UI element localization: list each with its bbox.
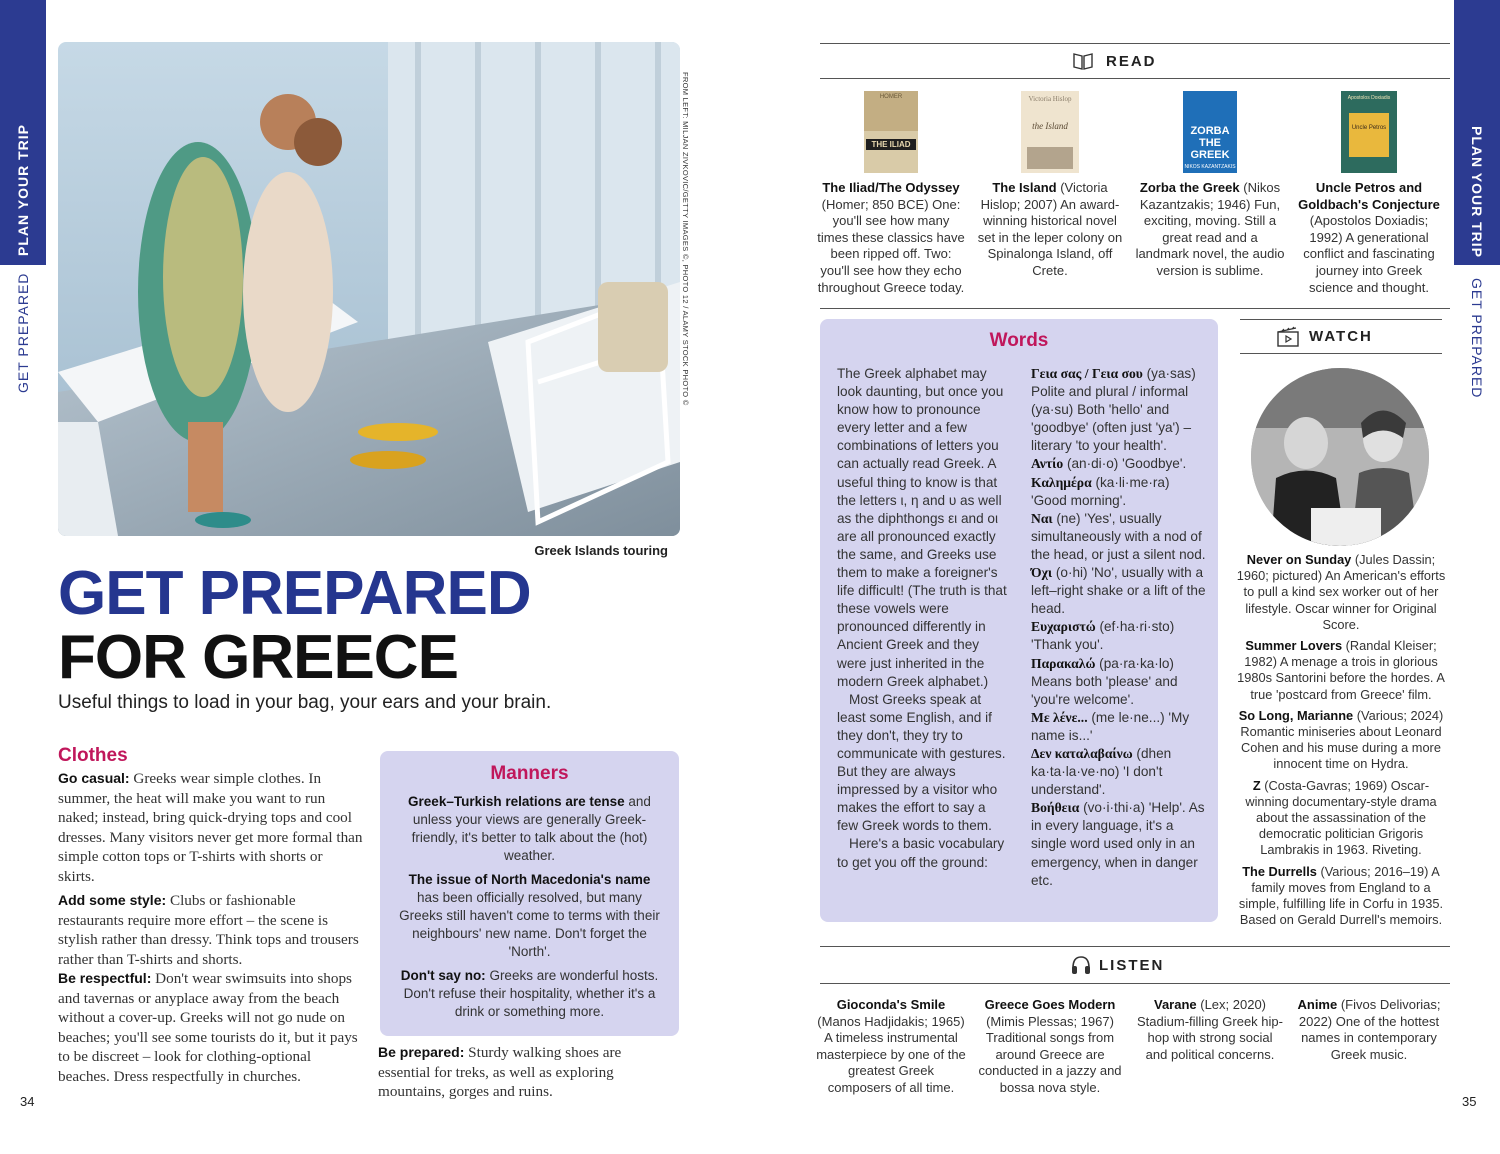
book-item <box>975 180 1125 280</box>
vocab-entry <box>1031 709 1206 745</box>
listen-text: (Lex; 2020) Stadium-filling Greek hip-hop with strong social and political concerns. <box>1137 997 1283 1062</box>
cover-text: THE ILIAD <box>866 139 916 150</box>
left-tab-label-bottom: GET PREPARED <box>15 272 31 393</box>
listen-text: (Fivos Delivorias; 2022) One of the hottest names in contemporary Greek music. <box>1298 997 1441 1062</box>
vocab-term: Γεια σας / Γεια σου <box>1031 366 1143 381</box>
listen-item <box>975 997 1125 1097</box>
vocab-term: Αντίο <box>1031 456 1064 472</box>
words-heading: Words <box>989 330 1049 351</box>
watch-text: (Various; 2016–19) A family moves from England to a simple, fulfilling life in Corfu in 1935. Based on Gerald Durrell's memoirs. <box>1238 863 1444 928</box>
manners-item <box>398 967 661 1021</box>
right-tab-label-bottom: GET PREPARED <box>1469 278 1485 399</box>
vocab-text: (ne) 'Yes', usually simultaneously with a nod of the head, or just a silent nod. <box>1031 510 1206 562</box>
cover-author: HOMER <box>879 94 903 100</box>
manners-item-label: Greek–Turkish relations are tense <box>408 794 625 809</box>
manners-item-label: The issue of North Macedonia's name <box>408 872 651 887</box>
vocab-term: Ναι <box>1031 510 1053 526</box>
listen-title: Gioconda's Smile <box>836 997 946 1012</box>
book-text: (Victoria Hislop; 2007) An award-winning historical novel set in the leper colony on Spinalonga Island, off Crete. <box>977 180 1123 278</box>
manners-item <box>398 793 661 865</box>
book-cover-zorba <box>1183 91 1237 173</box>
vocab-text: (pa·ra·ka·lo) Means both 'please' and 'you're welcome'. <box>1031 655 1178 707</box>
vocab-entry <box>1031 564 1206 618</box>
words-intro-column <box>837 365 1009 872</box>
watch-item <box>1236 552 1446 633</box>
clothes-item <box>58 891 363 969</box>
clothes-item <box>58 969 363 1086</box>
manners-box <box>380 751 679 1036</box>
book-text: (Nikos Kazantzakis; 1946) Fun, exciting, moving. Still a great read and a landmark novel, the audio version is sublime. <box>1135 180 1285 278</box>
cover-author: NIKOS KAZANTZAKIS <box>1184 164 1236 170</box>
right-tab-label-top: PLAN YOUR TRIP <box>1469 126 1485 258</box>
listen-rule-top <box>820 946 1450 947</box>
listen-heading: LISTEN <box>1099 957 1165 974</box>
clothes-section <box>58 745 363 1086</box>
clothes-item-text: Don't wear swimsuits into shops and tavernas or anyplace away from the beach without a cover-up. Greeks will not go nude on beaches; you'll see some tourists do it, but it pays to be discreet – look for clothing-optional beaches. Dress respectfully in churches. <box>58 970 358 1085</box>
listen-text: (Mimis Plessas; 1967) Traditional songs from around Greece are conducted in a jazzy and bossa nova style. <box>978 1013 1122 1095</box>
words-intro-paragraph: Most Greeks speak at least some English, and if they don't, they try to communicate with gestures. But they are always impressed by a visitor who makes the effort to say a few Greek words to them. <box>837 691 1006 834</box>
watch-rule-top <box>1240 319 1442 320</box>
listen-item <box>816 997 966 1097</box>
vocab-entry <box>1031 655 1206 709</box>
book-item <box>816 180 966 296</box>
manners-item <box>398 871 661 961</box>
listen-item <box>1135 997 1285 1063</box>
vocab-text: (ef·ha·ri·sto) 'Thank you'. <box>1031 619 1175 653</box>
book-title: Zorba the Greek <box>1139 180 1240 195</box>
vocab-term: Με λένε... <box>1031 709 1088 725</box>
be-prepared <box>378 1043 668 1102</box>
page-title-line1: GET PREPARED <box>58 559 531 628</box>
vocab-entry <box>1031 365 1206 455</box>
listen-title: Anime <box>1297 997 1338 1012</box>
book-item <box>1294 180 1444 296</box>
watch-text: (Various; 2024) Romantic miniseries about Leonard Cohen and his muse during a more innocent time on Hydra. <box>1240 707 1444 772</box>
cover-author: Victoria Hislop <box>1028 95 1072 103</box>
watch-title: So Long, Marianne <box>1238 707 1354 723</box>
be-prepared-label: Be prepared: <box>378 1044 465 1060</box>
watch-list <box>1236 552 1446 933</box>
watch-text: (Costa-Gavras; 1969) Oscar-winning documentary-style drama about the assassination of the democratic politician Grigoris Lambrakis in 1963. Riveting. <box>1245 777 1437 858</box>
vocab-text: (dhen ka·ta·la·ve·no) 'I don't understand'. <box>1031 745 1172 798</box>
cover-text: ZORBA THE GREEK <box>1190 125 1230 161</box>
be-prepared-text: Sturdy walking shoes are essential for treks, as well as exploring mountains, gorges and ruins. <box>378 1044 622 1100</box>
vocab-text: (vo·i·thi·a) 'Help'. As in every language, it's a single word used only in an emergency, when in danger etc. <box>1031 800 1205 888</box>
page-number-left: 34 <box>20 1094 35 1109</box>
manners-item-label: Don't say no: <box>400 968 486 983</box>
watch-item <box>1236 638 1446 703</box>
watch-item <box>1236 778 1446 859</box>
vocab-entry <box>1031 510 1206 564</box>
manners-heading: Manners <box>490 763 569 784</box>
vocab-term: Καλημέρα <box>1031 474 1092 490</box>
vocab-entry <box>1031 745 1206 799</box>
page-title-line2: FOR GREECE <box>58 623 458 692</box>
page-number-right: 35 <box>1462 1094 1477 1109</box>
watch-text: (Jules Dassin; 1960; pictured) An American's efforts to pull a kind sex worker out of her lifestyle. Oscar winner for Original Score. <box>1236 552 1446 632</box>
book-item <box>1135 180 1285 280</box>
vocab-text: (o·hi) 'No', usually with a left–right shake or a lift of the head. <box>1031 565 1206 617</box>
photo-caption: Greek Islands touring <box>534 543 668 558</box>
cover-author: Apostolos Doxiadis <box>1347 95 1391 101</box>
clothes-item-label: Go casual: <box>58 770 130 786</box>
words-intro-paragraph: Here's a basic vocabulary to get you off the ground: <box>837 836 1005 870</box>
watch-title: Never on Sunday <box>1246 552 1352 567</box>
listen-item <box>1294 997 1444 1063</box>
listen-rule-bottom <box>820 983 1450 984</box>
manners-item-text: Greeks are wonderful hosts. Don't refuse their hospitality, whether it's a drink or something more. <box>403 968 659 1019</box>
words-intro-paragraph: The Greek alphabet may look daunting, but once you know how to pronounce every letter and a few combinations of letters you can actually read Greek. A useful thing to know is that the letters ι, η and υ as well as the diphthongs ει and οι are all pronounced exactly the same, and Greeks use them to make a foreigner's life difficult! (The truth is that these vowels were pronounced differently in Ancient Greek and they were just inherited in the modern Greek alphabet.) <box>837 366 1007 689</box>
book-text: (Apostolos Doxiadis; 1992) A generational conflict and fascinating journey into Greek science and thought. <box>1303 213 1435 295</box>
vocab-entry <box>1031 474 1206 510</box>
vocab-entry <box>1031 618 1206 654</box>
book-text: (Homer; 850 BCE) One: you'll see how many times these classics have been ripped off. Two: you'll see how they echo throughout Greece today. <box>817 196 965 295</box>
watch-text: (Randal Kleiser; 1982) A menage a trois in glorious 1980s Santorini before the hordes. A true 'postcard from Greece' film. <box>1237 638 1445 702</box>
manners-item-text: and unless your views are generally Greek-friendly, it's better to talk about the (hot) weather. <box>411 794 651 863</box>
manners-item-text: has been officially resolved, but many Greeks still haven't come to terms with their neighbours' new name. Don't forget the 'North'. <box>399 890 660 959</box>
vocab-text: (me le·ne...) 'My name is...' <box>1031 709 1190 743</box>
listen-title: Greece Goes Modern <box>984 997 1116 1012</box>
cover-text: the Island <box>1032 121 1068 131</box>
vocab-entry <box>1031 799 1206 889</box>
cover-text: Uncle Petros <box>1351 125 1387 131</box>
film-still-photo <box>1251 368 1429 546</box>
read-section-end-rule <box>820 308 1450 309</box>
vocab-term: Βοήθεια <box>1031 800 1080 816</box>
book-cover-island <box>1021 91 1079 173</box>
watch-item <box>1236 708 1446 773</box>
vocab-text: (ka·li·me·ra) 'Good morning'. <box>1031 474 1170 508</box>
read-rule-bottom <box>820 78 1450 79</box>
clothes-item-label: Be respectful: <box>58 970 152 986</box>
watch-heading: WATCH <box>1309 328 1373 345</box>
film-icon <box>1276 326 1300 348</box>
clothes-item-label: Add some style: <box>58 892 167 908</box>
photo-credit: FROM LEFT: MILJAN ZIVKOVIC/GETTY IMAGES ©, PHOTO 12 / ALAMY STOCK PHOTO © <box>681 72 690 406</box>
clothes-item <box>58 769 363 886</box>
read-rule-top <box>820 43 1450 44</box>
book-title: The Iliad/The Odyssey <box>822 180 960 195</box>
page-subtitle: Useful things to load in your bag, your ears and your brain. <box>58 692 552 713</box>
listen-title: Varane <box>1153 997 1197 1012</box>
vocab-text: (ya·sas) Polite and plural / informal (ya·su) Both 'hello' and 'goodbye' (often just 'ya') – literary 'to your health'. <box>1031 366 1196 454</box>
watch-title: Summer Lovers <box>1245 638 1343 654</box>
book-title: Uncle Petros and Goldbach's Conjecture <box>1298 180 1440 212</box>
vocab-term: Παρακαλώ <box>1031 655 1096 671</box>
headphones-icon <box>1070 954 1092 976</box>
book-cover-uncle-petros <box>1341 91 1397 173</box>
vocab-term: Δεν καταλαβαίνω <box>1031 745 1133 761</box>
read-heading: READ <box>1106 53 1157 70</box>
watch-title: The Durrells <box>1242 863 1317 879</box>
hero-photo <box>58 42 680 536</box>
clothes-heading: Clothes <box>58 745 128 766</box>
left-side-tab <box>0 0 46 1154</box>
book-title: The Island <box>992 180 1057 195</box>
book-icon <box>1072 50 1094 72</box>
vocab-entry <box>1031 455 1206 473</box>
vocab-term: Ευχαριστώ <box>1031 619 1096 635</box>
vocab-text: (an·di·o) 'Goodbye'. <box>1063 456 1187 472</box>
watch-rule-bottom <box>1240 353 1442 354</box>
watch-item <box>1236 864 1446 929</box>
book-cover-iliad <box>864 91 918 173</box>
watch-title: Z <box>1252 777 1261 793</box>
vocab-term: Όχι <box>1031 565 1053 581</box>
listen-text: (Manos Hadjidakis; 1965) A timeless instrumental masterpiece by one of the greatest Greek composers of all time. <box>816 1013 966 1095</box>
left-tab-label-top: PLAN YOUR TRIP <box>15 124 31 256</box>
words-vocab-column <box>1031 365 1206 890</box>
right-side-tab <box>1454 0 1500 1154</box>
clothes-item-text: Greeks wear simple clothes. In summer, the heat will make you want to run naked; instead, bring quick-drying tops and cool dresses. Many visitors never get more formal than simple cotton tops or T-shirts with shorts or skirts. <box>58 770 363 885</box>
clothes-item-text: Clubs or fashionable restaurants require more effort – the scene is stylish rather than dressy. Think tops and trousers rather than T-shirts and shorts. <box>58 892 359 968</box>
